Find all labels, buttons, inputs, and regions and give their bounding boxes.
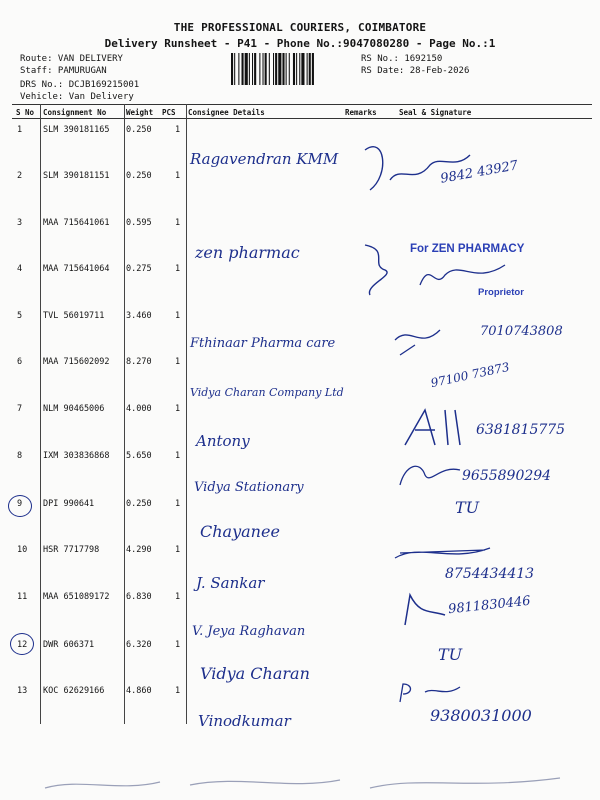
barcode-bar [301,53,304,85]
signature-mark [395,455,465,495]
barcode-bar [238,53,239,85]
row-consignment: MAA 715641061 [43,218,110,228]
row-sno: 5 [17,311,23,321]
row-pcs: 1 [175,357,181,367]
pharmacy-stamp-role: Proprietor [478,287,524,298]
drs-label: DRS No.: DCJB169215001 [20,80,140,90]
row-pcs: 1 [175,592,181,602]
row-consignment: SLM 390181165 [43,125,110,135]
barcode-bar [242,53,244,85]
row-sno: 8 [17,451,23,461]
row-consignment: IXM 303836868 [43,451,110,461]
circle-mark [10,633,34,655]
handwritten-phone: 6381815775 [476,422,566,438]
row-pcs: 1 [175,545,181,555]
row-weight: 0.250 [126,171,152,181]
row-weight: 0.275 [126,264,152,274]
handwritten-consignee: Ragavendran KMM [190,150,339,168]
barcode-bar [278,53,281,85]
handwritten-consignee: Antony [196,432,250,450]
barcode-bar [289,53,290,85]
barcode-bar [293,53,295,85]
row-sno: 4 [17,264,23,274]
row-sno: 9 [17,499,23,509]
handwritten-phone: 9380031000 [430,706,532,725]
barcode-bar [275,53,277,85]
handwritten-phone: 9655890294 [462,468,552,484]
handwritten-consignee: Vidya Charan Company Ltd [190,386,344,399]
row-consignment: SLM 390181151 [43,171,110,181]
vehicle-label: Vehicle: Van Delivery [20,92,134,102]
signature-mark [400,590,450,630]
row-consignment: HSR 7717798 [43,545,100,555]
row-weight: 6.320 [126,640,152,650]
row-pcs: 1 [175,264,181,274]
row-sno: 7 [17,404,23,414]
barcode-bar [307,53,308,85]
col-header-sno: S No [16,108,35,117]
handwritten-phone: 7010743808 [480,324,563,339]
col-header-seal: Seal & Signature [399,108,472,117]
handwritten-consignee: V. Jeya Raghavan [192,624,306,639]
row-consignment: DPI 990641 [43,499,95,509]
row-pcs: 1 [175,311,181,321]
row-pcs: 1 [175,686,181,696]
staff-label: Staff: PAMURUGAN [20,66,107,76]
row-sno: 3 [17,218,23,228]
barcode [231,53,357,85]
table-divider [12,118,592,119]
col-header-consignment: Consignment No [43,108,107,117]
row-consignment: NLM 90465006 [43,404,105,414]
barcode-bar [254,53,256,85]
handwritten-note: TU [455,498,480,517]
row-pcs: 1 [175,451,181,461]
handwritten-phone: 9811830446 [447,593,532,618]
row-sno: 11 [17,592,28,602]
row-pcs: 1 [175,125,181,135]
row-sno: 2 [17,171,23,181]
signature-mark [395,682,465,707]
col-header-pcs: PCS [162,108,176,117]
row-weight: 0.250 [126,499,152,509]
row-weight: 0.595 [126,218,152,228]
row-consignment: DWR 606371 [43,640,95,650]
handwritten-consignee: Fthinaar Pharma care [190,336,336,351]
col-header-consignee: Consignee Details [188,108,265,117]
table-row [0,171,600,217]
row-sno: 6 [17,357,23,367]
col-header-remarks: Remarks [345,108,377,117]
runsheet-subtitle: Delivery Runsheet - P41 - Phone No.:9047080280 - Page No.:1 [104,37,496,50]
handwritten-consignee: J. Sankar [196,574,265,592]
barcode-bar [309,53,311,85]
row-sno: 12 [17,640,28,650]
barcode-bar [265,53,267,85]
handwritten-phone: 97100 73873 [429,359,511,391]
handwritten-consignee: Vidya Stationary [194,480,304,495]
rs-date-label: RS Date: 28-Feb-2026 [361,66,470,76]
barcode-bar [282,53,284,85]
barcode-bar [234,53,235,85]
barcode-bar [312,53,314,85]
row-pcs: 1 [175,171,181,181]
row-consignment: MAA 715602092 [43,357,110,367]
barcode-bar [252,53,253,85]
barcode-bar [231,53,233,85]
row-weight: 4.000 [126,404,152,414]
handwritten-note: TU [438,645,463,664]
pharmacy-stamp: For ZEN PHARMACY [410,243,525,255]
signature-mark [360,135,480,205]
row-pcs: 1 [175,218,181,228]
barcode-bar [286,53,287,85]
barcode-bar [299,53,300,85]
row-pcs: 1 [175,404,181,414]
row-consignment: MAA 651089172 [43,592,110,602]
page-title: THE PROFESSIONAL COURIERS, COIMBATORE [173,21,427,34]
row-weight: 4.860 [126,686,152,696]
signature-mark [390,320,450,360]
row-consignment: KOC 62629166 [43,686,105,696]
barcode-bar [269,53,270,85]
table-divider [12,104,592,105]
row-sno: 1 [17,125,23,135]
handwritten-phone: 9842 43927 [439,158,520,187]
handwritten-phone: 8754434413 [445,566,535,582]
signature-mark [400,405,475,450]
row-consignment: MAA 715641064 [43,264,110,274]
circle-mark [8,495,32,517]
table-row [0,499,600,545]
signature-mark [390,538,500,568]
row-weight: 4.290 [126,545,152,555]
row-pcs: 1 [175,640,181,650]
barcode-bar [296,53,297,85]
rs-no-label: RS No.: 1692150 [361,54,443,64]
bleed-through-scribble [40,770,580,796]
route-label: Route: VAN DELIVERY [20,54,123,64]
handwritten-consignee: Vinodkumar [198,712,291,730]
signature-mark [355,240,405,300]
barcode-bar [249,53,250,85]
col-header-weight: Weight [126,108,154,117]
row-sno: 10 [17,545,28,555]
barcode-bar [263,53,264,85]
row-consignment: TVL 56019711 [43,311,105,321]
handwritten-consignee: zen pharmac [195,243,300,262]
barcode-bar [259,53,260,85]
handwritten-consignee: Chayanee [200,522,280,541]
barcode-bar [245,53,248,85]
barcode-bar [273,53,274,85]
row-weight: 0.250 [126,125,152,135]
row-weight: 8.270 [126,357,152,367]
row-sno: 13 [17,686,28,696]
row-pcs: 1 [175,499,181,509]
row-weight: 3.460 [126,311,152,321]
row-weight: 5.650 [126,451,152,461]
handwritten-consignee: Vidya Charan [200,664,310,683]
row-weight: 6.830 [126,592,152,602]
